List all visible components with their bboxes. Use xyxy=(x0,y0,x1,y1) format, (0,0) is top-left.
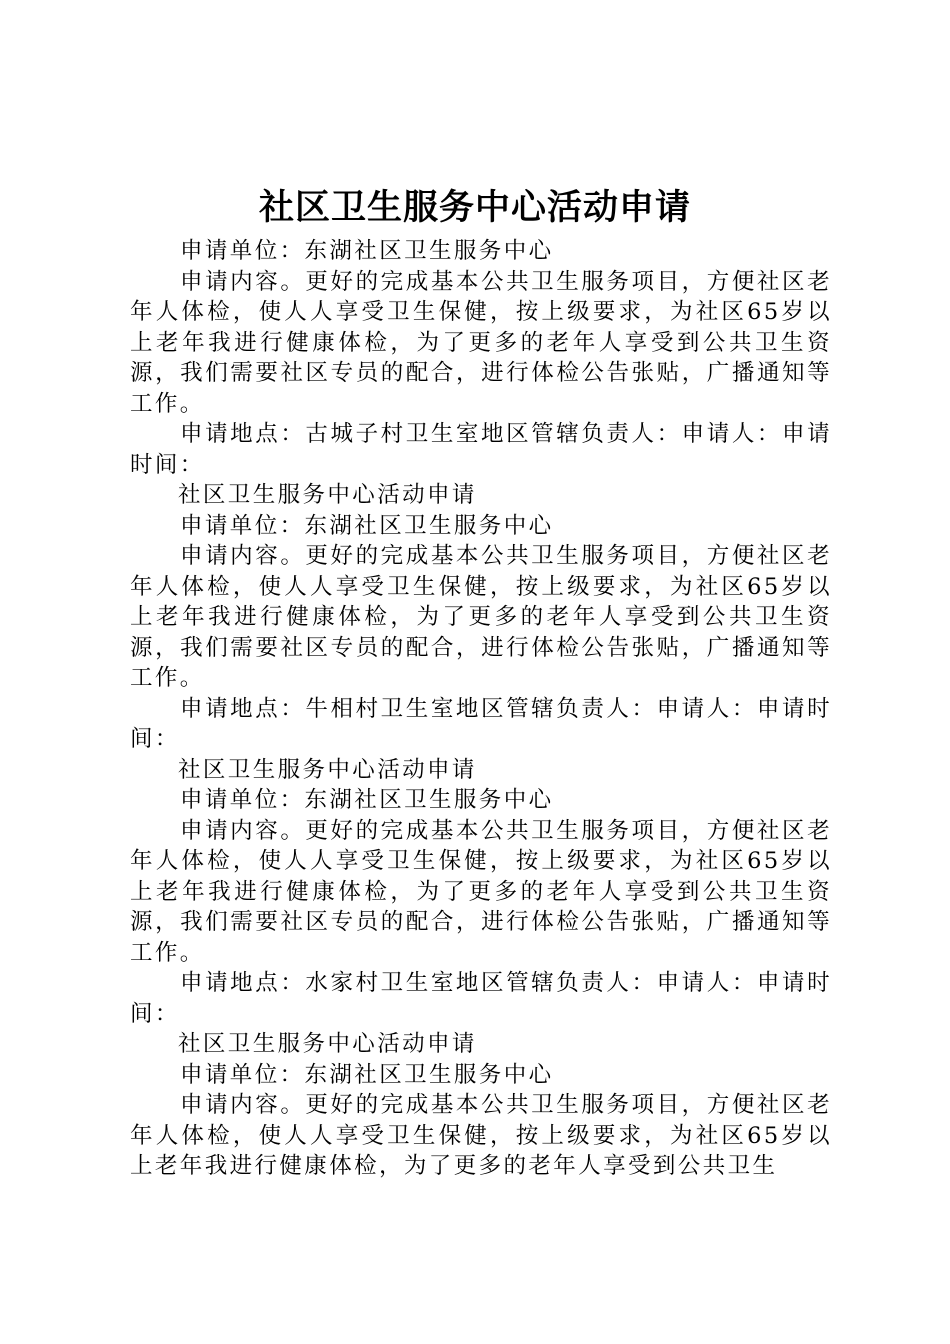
section-heading-3: 社区卫生服务中心活动申请 xyxy=(178,756,477,783)
application-content-1: 申请内容。更好的完成基本公共卫生服务项目，方便社区老年人体检，使人人享受卫生保健，按上级要求，为社区65岁以上老年我进行健康体检，为了更多的老年人享受到公共卫生资源，我们需要社区专员的配合，进行体检公告张贴，广播通知等工作。 xyxy=(130,268,832,417)
application-content-4: 申请内容。更好的完成基本公共卫生服务项目，方便社区老年人体检，使人人享受卫生保健，按上级要求，为社区65岁以上老年我进行健康体检，为了更多的老年人享受到公共卫生 xyxy=(130,1092,832,1179)
application-content-3: 申请内容。更好的完成基本公共卫生服务项目，方便社区老年人体检，使人人享受卫生保健，按上级要求，为社区65岁以上老年我进行健康体检，为了更多的老年人享受到公共卫生资源，我们需要社区专员的配合，进行体检公告张贴，广播通知等工作。 xyxy=(130,817,832,966)
document-title: 社区卫生服务中心活动申请 xyxy=(258,188,691,228)
applicant-unit-3: 申请单位：东湖社区卫生服务中心 xyxy=(180,787,554,813)
application-location-1: 申请地点：古城子村卫生室地区管辖负责人：申请人：申请时间： xyxy=(130,421,832,478)
section-heading-2: 社区卫生服务中心活动申请 xyxy=(178,482,477,508)
applicant-unit-2: 申请单位：东湖社区卫生服务中心 xyxy=(180,512,554,539)
applicant-unit-1: 申请单位：东湖社区卫生服务中心 xyxy=(180,238,554,264)
section-heading-4: 社区卫生服务中心活动申请 xyxy=(178,1031,477,1057)
application-location-3: 申请地点：水家村卫生室地区管辖负责人：申请人：申请时间： xyxy=(130,970,832,1027)
application-location-2: 申请地点：牛相村卫生室地区管辖负责人：申请人：申请时间： xyxy=(130,695,832,752)
document-body xyxy=(130,236,832,1182)
application-content-2: 申请内容。更好的完成基本公共卫生服务项目，方便社区老年人体检，使人人享受卫生保健，按上级要求，为社区65岁以上老年我进行健康体检，为了更多的老年人享受到公共卫生资源，我们需要社区专员的配合，进行体检公告张贴，广播通知等工作。 xyxy=(130,543,832,691)
applicant-unit-4: 申请单位：东湖社区卫生服务中心 xyxy=(180,1061,554,1088)
